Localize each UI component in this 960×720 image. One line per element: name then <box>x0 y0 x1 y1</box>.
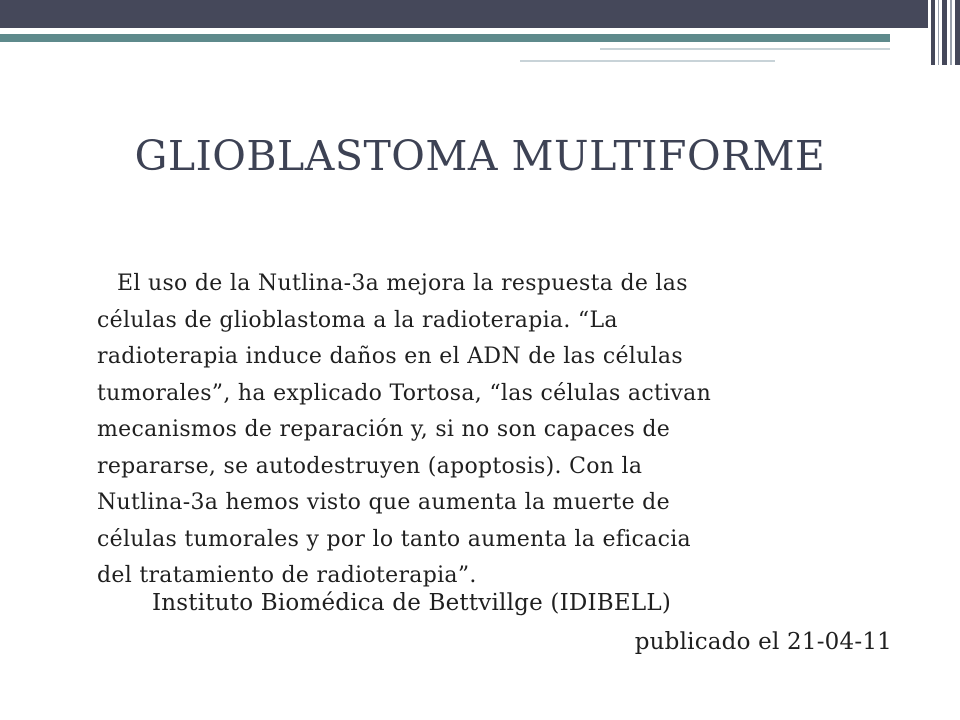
publication-date: publicado el 21-04-11 <box>634 629 892 655</box>
source-attribution: Instituto Biomédica de Bettvillge (IDIBELL) <box>152 590 672 616</box>
header-band <box>0 0 928 28</box>
slide-body <box>97 266 897 595</box>
body-line: células de glioblastoma a la radioterapia. “La <box>97 307 618 333</box>
body-line: repararse, se autodestruyen (apoptosis). Con la <box>97 453 643 479</box>
corner-stripes <box>928 0 960 65</box>
slide-title: GLIOBLASTOMA MULTIFORME <box>134 132 826 180</box>
body-line: mecanismos de reparación y, si no son capaces de <box>97 417 671 442</box>
body-line: El uso de la Nutlina-3a mejora la respuesta de las <box>117 271 688 296</box>
body-line: Nutlina-3a hemos visto que aumenta la muerte de <box>97 490 670 515</box>
accent-band <box>0 34 890 42</box>
decorative-line <box>600 48 890 50</box>
decorative-line <box>520 60 775 62</box>
body-line: células tumorales y por lo tanto aumenta la eficacia <box>97 526 691 552</box>
body-line: radioterapia induce daños en el ADN de las células <box>97 344 683 369</box>
body-line: tumorales”, ha explicado Tortosa, “las células activan <box>97 380 712 406</box>
body-line: del tratamiento de radioterapia”. <box>97 563 477 588</box>
